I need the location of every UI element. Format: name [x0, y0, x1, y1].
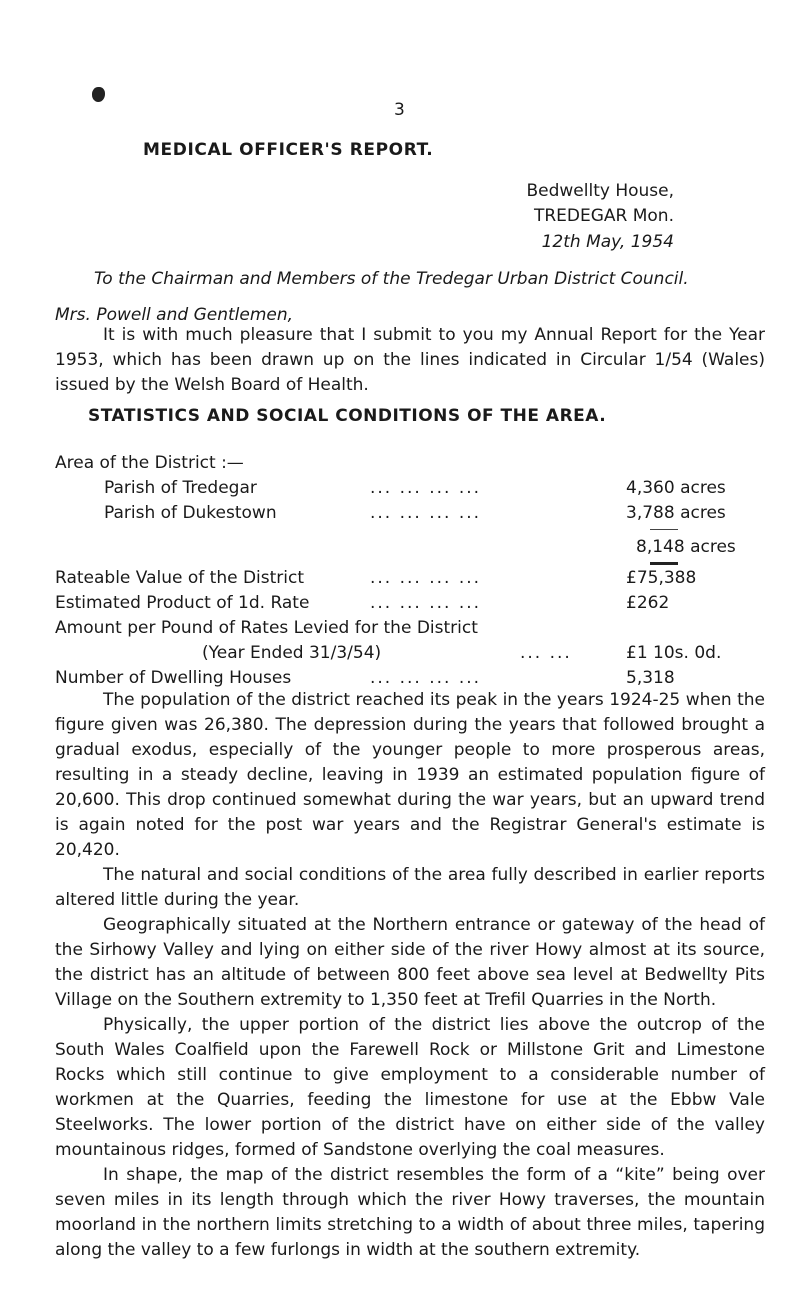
ink-blot: [92, 87, 105, 102]
area-row-value: 4,360 acres: [626, 478, 726, 498]
date-day: 12th: [541, 232, 581, 252]
intro-paragraph: It is with much pleasure that I submit to you my Annual Report for the Year 1953, which has been drawn up on the lines indicated in Circular 1/54 (Wales) issued by the Welsh Board of Health.: [55, 325, 765, 395]
stat-value: £262: [626, 593, 670, 613]
area-row-value: 3,788 acres: [626, 503, 726, 523]
stat-label: (Year Ended 31/3/54): [202, 643, 382, 663]
area-row-label: Parish of Tredegar: [104, 478, 257, 498]
leader-dots: ... ...: [520, 643, 572, 663]
statistics-heading: STATISTICS AND SOCIAL CONDITIONS OF THE AREA.: [88, 406, 607, 426]
body-paragraph-conditions: The natural and social conditions of the area fully described in earlier reports altered little during the year.: [55, 865, 765, 910]
page-number: 3: [394, 100, 405, 120]
leader-dots: ... ... ... ...: [370, 503, 482, 523]
leader-dots: ... ... ... ...: [370, 568, 482, 588]
addressee: To the Chairman and Members of the Tredegar Urban District Council.: [94, 269, 689, 289]
stat-label-rates-line-1: Amount per Pound of Rates Levied for the District: [55, 618, 478, 638]
leader-dots: ... ... ... ...: [370, 593, 482, 613]
area-total: 8,148 acres: [636, 537, 736, 557]
stat-value: 5,318: [626, 668, 675, 688]
stat-label: Estimated Product of 1d. Rate: [55, 593, 310, 613]
leader-dots: ... ... ... ...: [370, 478, 482, 498]
total-rule: [650, 529, 678, 530]
report-title: MEDICAL OFFICER'S REPORT.: [143, 140, 434, 160]
leader-dots: ... ... ... ...: [370, 668, 482, 688]
stat-label: Number of Dwelling Houses: [55, 668, 292, 688]
stat-value: £1 10s. 0d.: [626, 643, 722, 663]
body-paragraph-population: The population of the district reached its peak in the years 1924-25 when the figure given was 26,380. The depression during the years that followed brought a gradual exodus, especially of the younger people to more prosperous areas, resulting in a steady decline, leaving in 1939 an estimated population figure of 20,600. This drop continued somewhat during the war years, but an upward trend is again noted for the post war years and the Registrar General's estimate is 20,420.: [55, 690, 765, 860]
area-row-label: Parish of Dukestown: [104, 503, 277, 523]
salutation: Mrs. Powell and Gentlemen,: [55, 305, 294, 325]
total-double-rule: [650, 562, 678, 565]
date-month-year: May, 1954: [580, 232, 674, 252]
address-line-2: TREDEGAR Mon.: [533, 206, 674, 226]
address-line-1: Bedwellty House,: [526, 181, 674, 201]
body-paragraph-geology: Physically, the upper portion of the district lies above the outcrop of the South Wales Coalfield upon the Farewell Rock or Millstone Grit and Limestone Rocks which still continue to give employment to a considerable number of workmen at the Quarries, feeding the limestone for use at the Ebbw Vale Steelworks. The lower portion of the district have on either side of the valley mountainous ridges, formed of Sandstone overlying the coal measures.: [55, 1015, 765, 1160]
body-paragraph-shape: In shape, the map of the district resembles the form of a “kite” being over seven miles in its length through which the river Howy traverses, the mountain moorland in the northern limits stretching to a width of about three miles, tapering along the valley to a few furlongs in width at the southern extremity.: [55, 1165, 765, 1260]
address-date: [542, 232, 674, 252]
area-label: Area of the District :—: [55, 453, 244, 473]
body-text: [55, 688, 765, 1263]
body-paragraph-geography: Geographically situated at the Northern entrance or gateway of the head of the Sirhowy Valley and lying on either side of the river Howy almost at its source, the district has an altitude of between 800 feet above sea level at Bedwellty Pits Village on the Southern extremity to 1,350 feet at Trefil Quarries in the North.: [55, 915, 765, 1010]
stat-value: £75,388: [626, 568, 697, 588]
stat-label: Rateable Value of the District: [55, 568, 305, 588]
